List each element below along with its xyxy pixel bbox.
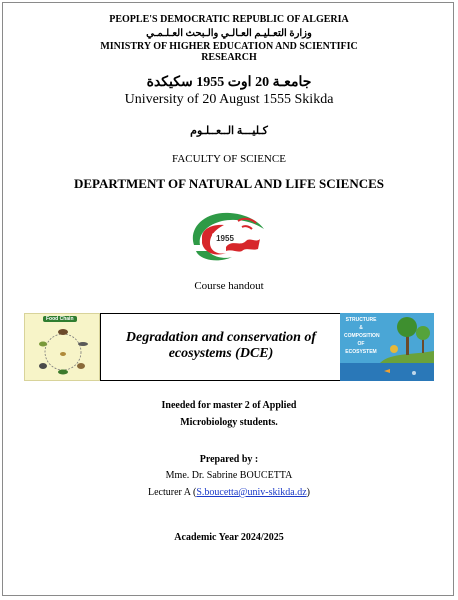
author-position: Lecturer A — [148, 487, 191, 498]
author-name: Mme. Dr. Sabrine BOUCETTA — [165, 470, 293, 481]
department-name: DEPARTMENT OF NATURAL AND LIFE SCIENCES — [73, 176, 385, 191]
audience-line-1: Ineeded for master 2 of Applied — [161, 400, 297, 411]
document-type: Course handout — [194, 280, 264, 292]
author-position-line: Lecturer A (S.boucetta@univ-skikda.dz) — [148, 487, 310, 498]
course-title: Degradation and conservation of ecosystems (DCE) — [125, 330, 317, 361]
food-chain-diagram — [25, 314, 101, 382]
ecosystem-image — [340, 313, 434, 381]
university-english: University of 20 August 1555 Skikda — [124, 92, 334, 107]
title-banner — [24, 313, 434, 381]
prepared-by-label: Prepared by : — [199, 454, 259, 465]
food-chain-label: Food Chain — [43, 316, 77, 322]
faculty-english: FACULTY OF SCIENCE — [172, 153, 286, 165]
author-email-link[interactable]: S.boucetta@univ-skikda.dz — [196, 487, 307, 498]
ministry-english: MINISTRY OF HIGHER EDUCATION AND SCIENTIFIC — [100, 41, 358, 52]
logo-year: 1955 — [216, 234, 234, 243]
course-title-box — [100, 313, 340, 381]
food-chain-image — [24, 313, 100, 381]
ecosystem-image-label: STRUCTURE & COMPOSITION OF ECOSYSTEM — [344, 317, 380, 355]
country-name: PEOPLE'S DEMOCRATIC REPUBLIC OF ALGERIA — [109, 14, 349, 25]
academic-year: Academic Year 2024/2025 — [174, 532, 284, 543]
university-arabic: جامعـة 20 اوت 1955 سكيكدة — [146, 75, 312, 90]
ministry-arabic: وزارة التعـليـم العـالـي والـبحث العـلـمـي — [146, 28, 312, 39]
faculty-arabic: كـليـــة الــعــلـوم — [190, 125, 268, 137]
audience-line-2: Microbiology students. — [180, 417, 278, 428]
university-logo — [186, 207, 272, 263]
ministry-english-2: RESEARCH — [201, 52, 257, 63]
